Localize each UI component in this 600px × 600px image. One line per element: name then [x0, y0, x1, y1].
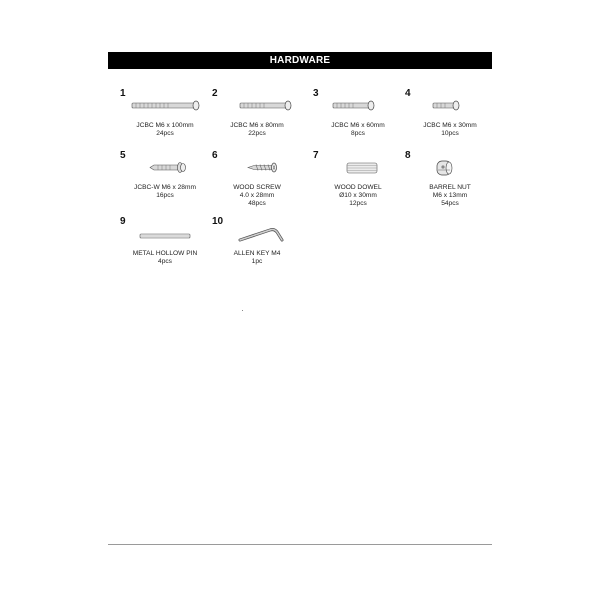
item-quantity: 54pcs: [441, 200, 459, 207]
item-name: WOOD SCREW: [233, 184, 281, 191]
footer-rule: [108, 544, 492, 545]
allen-key-icon: [212, 224, 302, 244]
item-quantity: 8pcs: [351, 130, 365, 137]
barrel-nut-icon: [405, 158, 495, 178]
hardware-item-6: [212, 150, 302, 210]
item-name: JCBC M6 x 100mm: [136, 122, 194, 129]
item-caption: [391, 184, 509, 208]
item-number: 9: [120, 216, 126, 227]
item-quantity: 24pcs: [156, 130, 174, 137]
item-name: JCBC M6 x 30mm: [423, 122, 477, 129]
item-quantity: 48pcs: [248, 200, 266, 207]
item-name: JCBC M6 x 80mm: [230, 122, 284, 129]
item-quantity: 12pcs: [349, 200, 367, 207]
item-number: 4: [405, 88, 411, 99]
bolt-washer-icon: [120, 158, 210, 178]
item-caption: [391, 122, 509, 138]
item-quantity: 22pcs: [248, 130, 266, 137]
wood-screw-icon: [212, 158, 302, 178]
wood-dowel-icon: [313, 158, 403, 178]
item-number: 1: [120, 88, 126, 99]
item-name: METAL HOLLOW PIN: [132, 250, 198, 257]
item-number: 6: [212, 150, 218, 161]
hardware-item-8: [405, 150, 495, 210]
hardware-item-10: [212, 216, 302, 276]
item-name: ALLEN KEY M4: [233, 250, 281, 257]
item-spec: M6 x 13mm: [432, 192, 468, 199]
item-spec: Ø10 x 30mm: [339, 192, 377, 199]
hardware-item-7: [313, 150, 403, 210]
hardware-item-5: [120, 150, 210, 210]
item-quantity: 1pc: [251, 258, 263, 265]
item-number: 2: [212, 88, 218, 99]
item-caption: [198, 250, 316, 266]
bolt-long-icon: [120, 96, 210, 116]
item-number: 8: [405, 150, 411, 161]
item-name: WOOD DOWEL: [334, 184, 382, 191]
hardware-item-4: [405, 88, 495, 148]
hardware-item-9: [120, 216, 210, 276]
item-quantity: 16pcs: [156, 192, 174, 199]
hardware-item-2: [212, 88, 302, 148]
item-number: 3: [313, 88, 319, 99]
hardware-item-3: [313, 88, 403, 148]
item-quantity: 4pcs: [158, 258, 172, 265]
item-number: 10: [212, 216, 224, 227]
hardware-header: HARDWARE: [108, 52, 492, 69]
item-spec: 4.0 x 28mm: [239, 192, 275, 199]
item-name: JCBC-W M6 x 28mm: [134, 184, 196, 191]
bolt-mini-icon: [405, 96, 495, 116]
hollow-pin-icon: [120, 224, 210, 244]
item-quantity: 10pcs: [441, 130, 459, 137]
stray-mark: [242, 310, 243, 311]
bolt-medium-icon: [212, 96, 302, 116]
item-name: JCBC M6 x 60mm: [331, 122, 385, 129]
bolt-short-icon: [313, 96, 403, 116]
item-number: 7: [313, 150, 319, 161]
item-name: BARREL NUT: [429, 184, 471, 191]
hardware-item-1: [120, 88, 210, 148]
item-number: 5: [120, 150, 126, 161]
